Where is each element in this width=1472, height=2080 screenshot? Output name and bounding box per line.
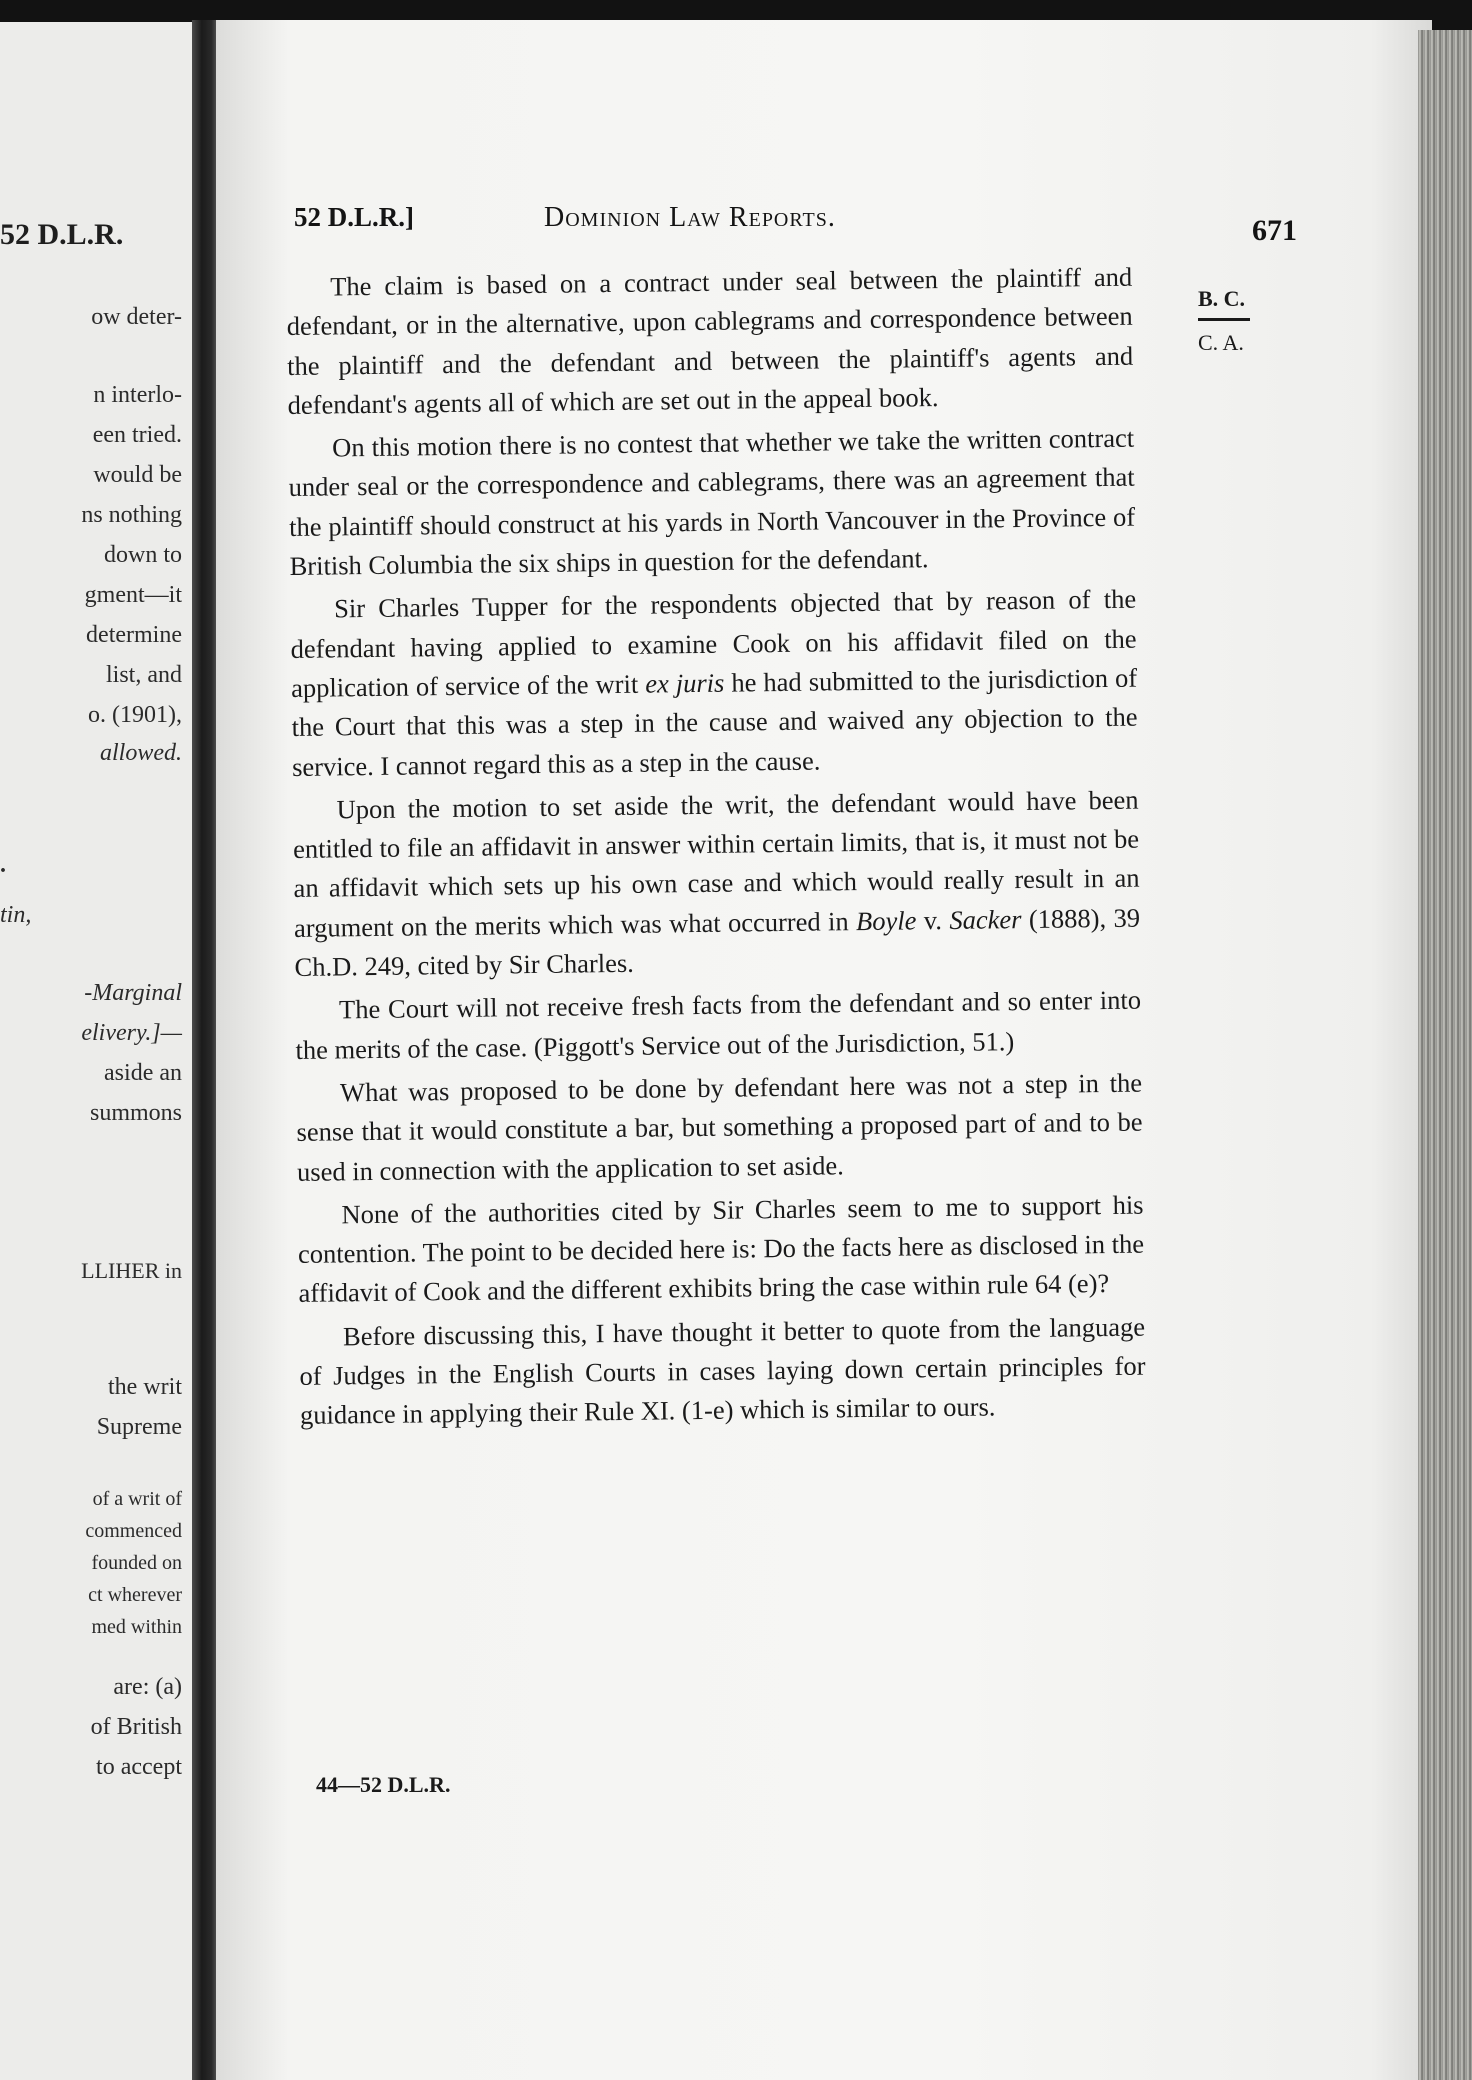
left-page-line: . <box>0 852 6 878</box>
left-page-line: tin, <box>0 902 32 928</box>
paragraph: The claim is based on a contract under seal between the plaintiff and defendant, or in the alternative, upon cablegrams and correspondence between the plaintiff and the defendant and between the plaintiff's agents and defendant's agents all of which are set out in the appeal book. <box>286 261 1134 420</box>
side-note-province: B. C. <box>1198 286 1246 311</box>
left-page-line: determine <box>86 622 182 648</box>
paragraph: On this motion there is no contest that whether we take the written contract under seal or the correspondence and cablegrams, there was an agreement that the plaintiff should construct at his yards in North Vancouver in the Province of British Columbia the six ships in question for the defendant. <box>288 422 1136 582</box>
left-page-line: list, and <box>106 662 182 688</box>
left-page-line: would be <box>93 462 182 488</box>
left-page-line: med within <box>91 1616 182 1638</box>
left-page-line: -Marginal <box>84 980 182 1006</box>
side-note-rule <box>1198 318 1250 321</box>
page-number: 671 <box>1252 214 1297 247</box>
left-page-line: een tried. <box>92 422 182 448</box>
left-page-line: elivery.]— <box>81 1020 182 1046</box>
left-page-line: of British <box>90 1714 182 1740</box>
paragraph: Sir Charles Tupper for the respondents objected that by reason of the defendant having applied to examine Cook on his affidavit filed on the application of service of the writ ex juris he had submitted to the jurisdiction of the Court that this was a step in the cause and waived any objection to the service. I cannot regard this as a step in the cause. <box>290 584 1138 782</box>
left-page-line: LLIHER in <box>81 1258 182 1283</box>
signature-mark: 44—52 D.L.R. <box>316 1772 451 1797</box>
left-page-line: Supreme <box>96 1414 182 1440</box>
side-note-court: C. A. <box>1198 330 1244 355</box>
paragraph: None of the authorities cited by Sir Charles seem to me to support his contention. The point to be decided here is: Do the facts here as disclosed in the affidavit of Cook and the different exhibits bring the case within rule 64 (e)? <box>297 1189 1145 1309</box>
left-page-line: summons <box>89 1100 182 1126</box>
running-head-volume: 52 D.L.R.] <box>294 202 414 232</box>
left-page-line: ow deter- <box>91 304 182 330</box>
body-text <box>286 258 1146 1436</box>
left-page-line: ct wherever <box>88 1584 182 1606</box>
left-page-line: n interlo- <box>93 382 182 408</box>
page-edge-stack <box>1418 30 1472 2080</box>
left-page-line: founded on <box>91 1552 182 1574</box>
left-page-line: aside an <box>104 1060 182 1086</box>
left-page-line: allowed. <box>100 740 182 766</box>
left-facing-page <box>0 22 196 2080</box>
paragraph: What was proposed to be done by defendant here was not a step in the sense that it would constitute a bar, but something a proposed part of and to be used in connection with the application to set aside. <box>296 1067 1143 1187</box>
running-head-title: Dominion Law Reports. <box>544 202 836 233</box>
left-page-line: are: (a) <box>113 1674 182 1700</box>
left-page-line: gment—it <box>84 582 182 608</box>
paragraph: Before discussing this, I have thought it better to quote from the language of Judges in the English Courts in cases laying down certain principles for guidance in applying their Rule XI. (1-e) which is similar to ours. <box>299 1311 1146 1431</box>
left-page-line: the writ <box>108 1374 182 1400</box>
left-page-line: of a writ of <box>92 1488 182 1510</box>
left-page-line: commenced <box>85 1520 182 1542</box>
paragraph: The Court will not receive fresh facts from the defendant and so enter into the merits of the case. (Piggott's Service out of the Jurisdiction, 51.) <box>295 984 1142 1065</box>
left-page-line: o. (1901), <box>88 702 182 728</box>
paragraph: Upon the motion to set aside the writ, the defendant would have been entitled to file an affidavit in answer within certain limits, that is, it must not be an affidavit which sets up his own case and which would really result in an argument on the merits which was what occurred in Boyle v. Sacker (1888), 39 Ch.D. 249, cited by Sir Charles. <box>292 784 1141 982</box>
left-page-line: to accept <box>96 1754 182 1780</box>
left-page-line: down to <box>104 542 182 568</box>
left-page-line: ns nothing <box>81 502 182 528</box>
left-page-header: 52 D.L.R. <box>0 218 124 251</box>
